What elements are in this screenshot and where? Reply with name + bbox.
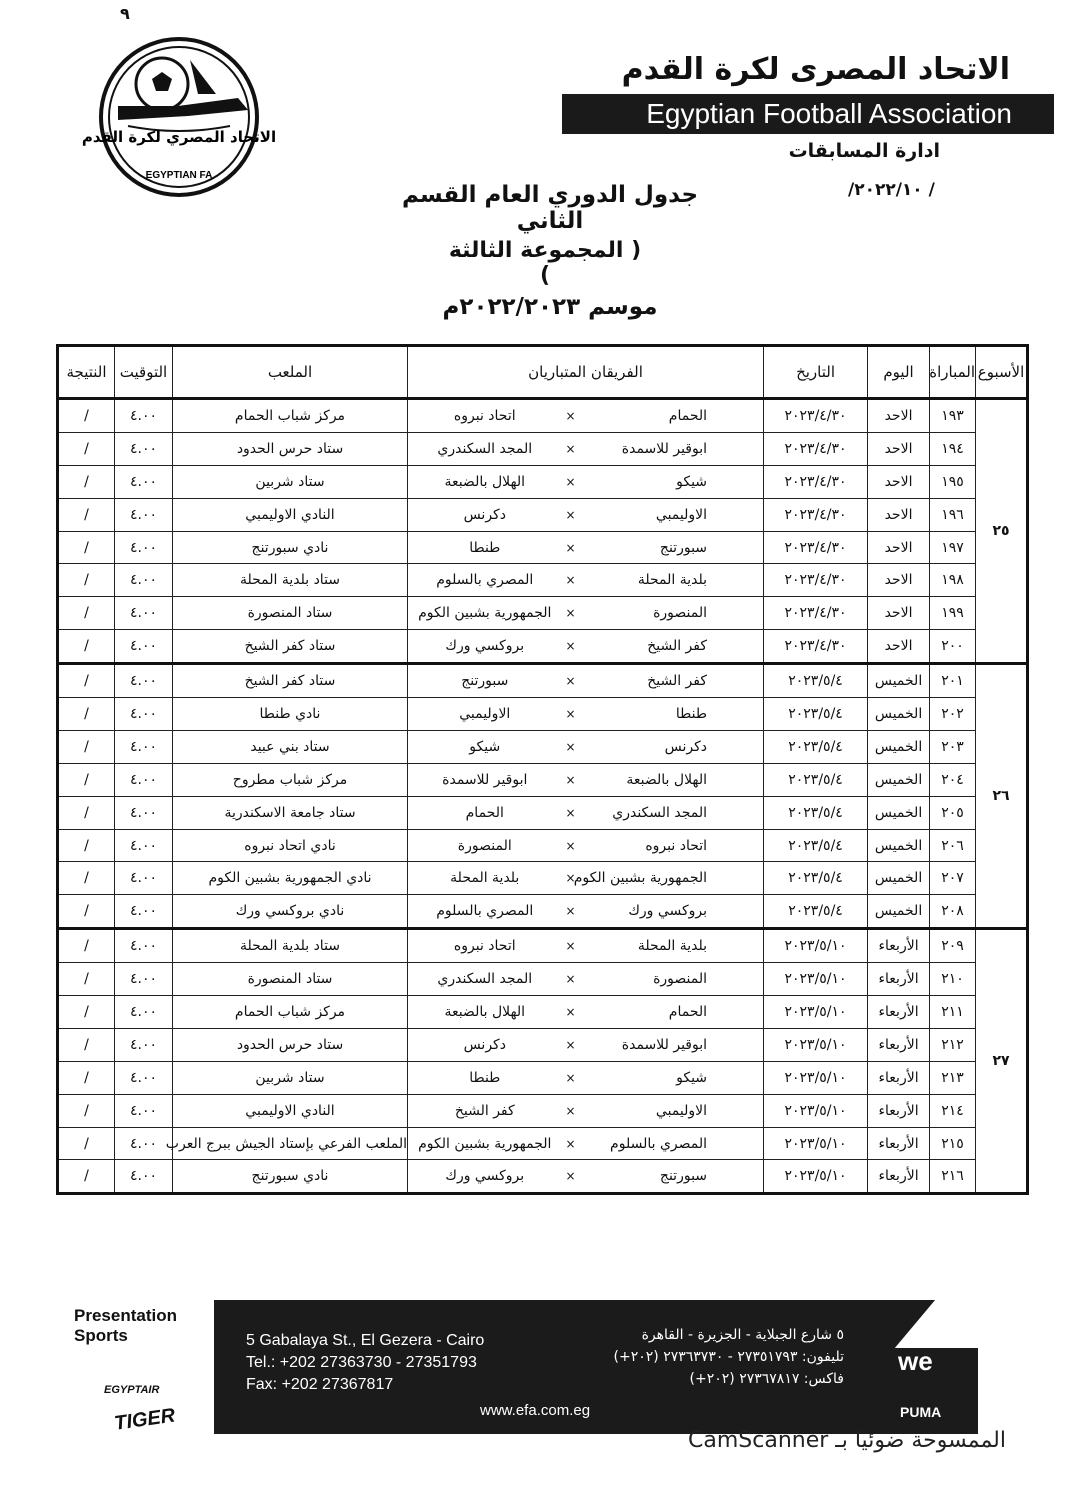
match-result: / bbox=[58, 862, 115, 895]
match-number: ٢٠٤ bbox=[930, 763, 976, 796]
away-team: المصري بالسلوم bbox=[408, 564, 562, 597]
match-date: ٢٠٢٣/٥/٤ bbox=[764, 698, 868, 731]
match-day: الاحد bbox=[868, 564, 930, 597]
vs-symbol: × bbox=[562, 465, 580, 498]
vs-symbol: × bbox=[562, 1127, 580, 1160]
match-result: / bbox=[58, 895, 115, 929]
home-team: شيكو bbox=[580, 465, 764, 498]
away-team: ابوقير للاسمدة bbox=[408, 763, 562, 796]
match-number: ٢١٣ bbox=[930, 1061, 976, 1094]
match-date: ٢٠٢٣/٤/٣٠ bbox=[764, 465, 868, 498]
sponsor-egyptair: EGYPTAIR bbox=[104, 1384, 160, 1396]
match-date: ٢٠٢٣/٥/١٠ bbox=[764, 996, 868, 1029]
match-result: / bbox=[58, 929, 115, 963]
kickoff-time: ٤.٠٠ bbox=[115, 730, 173, 763]
home-team: المنصورة bbox=[580, 963, 764, 996]
stadium: نادي بروكسي ورك bbox=[173, 895, 408, 929]
match-number: ٢٠٩ bbox=[930, 929, 976, 963]
kickoff-time: ٤.٠٠ bbox=[115, 796, 173, 829]
match-result: / bbox=[58, 1028, 115, 1061]
home-team: الجمهورية بشبين الكوم bbox=[580, 862, 764, 895]
match-result: / bbox=[58, 531, 115, 564]
home-team: الاوليمبي bbox=[580, 498, 764, 531]
vs-symbol: × bbox=[562, 399, 580, 433]
table-row bbox=[58, 829, 1028, 862]
website-link[interactable]: www.efa.com.eg bbox=[480, 1402, 591, 1419]
away-team: شيكو bbox=[408, 730, 562, 763]
stadium: النادي الاوليمبي bbox=[173, 498, 408, 531]
kickoff-time: ٤.٠٠ bbox=[115, 963, 173, 996]
match-day: الخميس bbox=[868, 895, 930, 929]
match-date: ٢٠٢٣/٤/٣٠ bbox=[764, 597, 868, 630]
vs-symbol: × bbox=[562, 564, 580, 597]
away-team: الحمام bbox=[408, 796, 562, 829]
vs-symbol: × bbox=[562, 730, 580, 763]
page-number: ٩ bbox=[120, 4, 130, 23]
match-result: / bbox=[58, 1061, 115, 1094]
match-day: الخميس bbox=[868, 664, 930, 698]
match-result: / bbox=[58, 829, 115, 862]
match-number: ٢١٠ bbox=[930, 963, 976, 996]
match-number: ٢٠٣ bbox=[930, 730, 976, 763]
match-day: الخميس bbox=[868, 862, 930, 895]
match-result: / bbox=[58, 630, 115, 664]
away-team: المصري بالسلوم bbox=[408, 895, 562, 929]
match-result: / bbox=[58, 597, 115, 630]
week-number: ٢٧ bbox=[976, 929, 1028, 1194]
table-row bbox=[58, 1028, 1028, 1061]
camscanner-watermark: الممسوحة ضوئيا بـ CamScanner bbox=[688, 1428, 1006, 1453]
kickoff-time: ٤.٠٠ bbox=[115, 1061, 173, 1094]
match-date: ٢٠٢٣/٥/٤ bbox=[764, 895, 868, 929]
association-title-ar: الاتحاد المصرى لكرة القدم bbox=[621, 52, 1010, 87]
vs-symbol: × bbox=[562, 996, 580, 1029]
stadium: ستاد بلدية المحلة bbox=[173, 564, 408, 597]
kickoff-time: ٤.٠٠ bbox=[115, 929, 173, 963]
home-team: طنطا bbox=[580, 698, 764, 731]
header-day: اليوم bbox=[868, 346, 930, 399]
sponsor-presentation: Presentation Sports bbox=[74, 1306, 177, 1345]
schedule-title: جدول الدوري العام القسم الثاني bbox=[401, 182, 699, 234]
table-row bbox=[58, 929, 1028, 963]
match-date: ٢٠٢٣/٥/٤ bbox=[764, 829, 868, 862]
week-number: ٢٦ bbox=[976, 664, 1028, 929]
match-result: / bbox=[58, 498, 115, 531]
away-team: المنصورة bbox=[408, 829, 562, 862]
home-team: سبورتنج bbox=[580, 531, 764, 564]
table-row bbox=[58, 465, 1028, 498]
vs-symbol: × bbox=[562, 432, 580, 465]
sponsor-we: we bbox=[898, 1346, 933, 1376]
kickoff-time: ٤.٠٠ bbox=[115, 862, 173, 895]
match-day: الأربعاء bbox=[868, 996, 930, 1029]
table-row bbox=[58, 963, 1028, 996]
kickoff-time: ٤.٠٠ bbox=[115, 664, 173, 698]
table-row bbox=[58, 432, 1028, 465]
away-team: الجمهورية بشبين الكوم bbox=[408, 597, 562, 630]
kickoff-time: ٤.٠٠ bbox=[115, 1028, 173, 1061]
vs-symbol: × bbox=[562, 895, 580, 929]
match-day: الاحد bbox=[868, 630, 930, 664]
stadium: ستاد المنصورة bbox=[173, 963, 408, 996]
kickoff-time: ٤.٠٠ bbox=[115, 698, 173, 731]
away-team: اتحاد نبروه bbox=[408, 929, 562, 963]
match-date: ٢٠٢٣/٥/٤ bbox=[764, 730, 868, 763]
match-number: ٢٠٥ bbox=[930, 796, 976, 829]
match-date: ٢٠٢٣/٤/٣٠ bbox=[764, 432, 868, 465]
table-row bbox=[58, 796, 1028, 829]
vs-symbol: × bbox=[562, 1028, 580, 1061]
header-date: التاريخ bbox=[764, 346, 868, 399]
match-day: الاحد bbox=[868, 432, 930, 465]
table-row bbox=[58, 1094, 1028, 1127]
match-number: ١٩٤ bbox=[930, 432, 976, 465]
stadium: ستاد بني عبيد bbox=[173, 730, 408, 763]
week-number: ٢٥ bbox=[976, 399, 1028, 664]
kickoff-time: ٤.٠٠ bbox=[115, 829, 173, 862]
away-team: المجد السكندري bbox=[408, 432, 562, 465]
match-day: الأربعاء bbox=[868, 1094, 930, 1127]
away-team: الاوليمبي bbox=[408, 698, 562, 731]
match-number: ١٩٥ bbox=[930, 465, 976, 498]
header-week: الأسبوع bbox=[976, 346, 1028, 399]
table-row bbox=[58, 399, 1028, 433]
vs-symbol: × bbox=[562, 698, 580, 731]
association-title-en: Egyptian Football Association bbox=[562, 94, 1054, 134]
match-date: ٢٠٢٣/٥/١٠ bbox=[764, 1094, 868, 1127]
match-day: الأربعاء bbox=[868, 929, 930, 963]
stadium: ستاد كفر الشيخ bbox=[173, 664, 408, 698]
table-row bbox=[58, 1061, 1028, 1094]
kickoff-time: ٤.٠٠ bbox=[115, 996, 173, 1029]
address-en: 5 Gabalaya St., El Gezera - Cairo Tel.: +202 27363730 - 27351793 Fax: +202 27367817 bbox=[246, 1332, 485, 1393]
match-number: ١٩٧ bbox=[930, 531, 976, 564]
match-day: الأربعاء bbox=[868, 963, 930, 996]
vs-symbol: × bbox=[562, 1094, 580, 1127]
home-team: بلدية المحلة bbox=[580, 929, 764, 963]
kickoff-time: ٤.٠٠ bbox=[115, 399, 173, 433]
match-result: / bbox=[58, 1127, 115, 1160]
away-team: الجمهورية بشبين الكوم bbox=[408, 1127, 562, 1160]
away-team: بروكسي ورك bbox=[408, 630, 562, 664]
match-number: ١٩٣ bbox=[930, 399, 976, 433]
table-row bbox=[58, 564, 1028, 597]
table-row bbox=[58, 630, 1028, 664]
kickoff-time: ٤.٠٠ bbox=[115, 465, 173, 498]
vs-symbol: × bbox=[562, 1160, 580, 1194]
group-title: ( المجموعة الثالثة ) bbox=[448, 238, 642, 288]
match-number: ٢٠١ bbox=[930, 664, 976, 698]
home-team: الحمام bbox=[580, 996, 764, 1029]
match-day: الخميس bbox=[868, 796, 930, 829]
stadium: الملعب الفرعي بإستاد الجيش ببرج العرب bbox=[173, 1127, 408, 1160]
kickoff-time: ٤.٠٠ bbox=[115, 1127, 173, 1160]
vs-symbol: × bbox=[562, 929, 580, 963]
match-date: ٢٠٢٣/٤/٣٠ bbox=[764, 630, 868, 664]
match-date: ٢٠٢٣/٤/٣٠ bbox=[764, 531, 868, 564]
match-day: الاحد bbox=[868, 531, 930, 564]
match-day: الاحد bbox=[868, 498, 930, 531]
match-number: ٢٠٢ bbox=[930, 698, 976, 731]
match-day: الاحد bbox=[868, 465, 930, 498]
svg-text:الاتحاد المصري لكرة القدم: الاتحاد المصري لكرة القدم bbox=[81, 128, 277, 146]
header-result: النتيجة bbox=[58, 346, 115, 399]
match-result: / bbox=[58, 465, 115, 498]
match-date: ٢٠٢٣/٥/١٠ bbox=[764, 963, 868, 996]
table-row bbox=[58, 763, 1028, 796]
table-row bbox=[58, 862, 1028, 895]
match-date: ٢٠٢٣/٤/٣٠ bbox=[764, 564, 868, 597]
away-team: بلدية المحلة bbox=[408, 862, 562, 895]
stadium: نادي سبورتنج bbox=[173, 1160, 408, 1194]
away-team: دكرنس bbox=[408, 1028, 562, 1061]
stadium: ستاد حرس الحدود bbox=[173, 1028, 408, 1061]
season-title: موسم ٢٠٢٢/٢٠٢٣م bbox=[442, 294, 658, 320]
vs-symbol: × bbox=[562, 630, 580, 664]
vs-symbol: × bbox=[562, 597, 580, 630]
match-day: الاحد bbox=[868, 597, 930, 630]
table-row bbox=[58, 730, 1028, 763]
home-team: دكرنس bbox=[580, 730, 764, 763]
table-row bbox=[58, 597, 1028, 630]
header-match: المباراة bbox=[930, 346, 976, 399]
match-day: الأربعاء bbox=[868, 1028, 930, 1061]
away-team: سبورتنج bbox=[408, 664, 562, 698]
match-number: ١٩٦ bbox=[930, 498, 976, 531]
match-number: ٢٠٨ bbox=[930, 895, 976, 929]
kickoff-time: ٤.٠٠ bbox=[115, 432, 173, 465]
match-date: ٢٠٢٣/٥/٤ bbox=[764, 664, 868, 698]
away-team: طنطا bbox=[408, 1061, 562, 1094]
home-team: المنصورة bbox=[580, 597, 764, 630]
home-team: كفر الشيخ bbox=[580, 630, 764, 664]
sponsor-tiger: TIGER bbox=[112, 1404, 177, 1435]
stadium: ستاد كفر الشيخ bbox=[173, 630, 408, 664]
match-result: / bbox=[58, 1094, 115, 1127]
home-team: الاوليمبي bbox=[580, 1094, 764, 1127]
vs-symbol: × bbox=[562, 763, 580, 796]
away-team: اتحاد نبروه bbox=[408, 399, 562, 433]
away-team: الهلال بالضبعة bbox=[408, 465, 562, 498]
stadium: نادي سبورتنج bbox=[173, 531, 408, 564]
svg-text:EGYPTIAN FA: EGYPTIAN FA bbox=[145, 170, 213, 181]
match-result: / bbox=[58, 698, 115, 731]
vs-symbol: × bbox=[562, 664, 580, 698]
kickoff-time: ٤.٠٠ bbox=[115, 1160, 173, 1194]
match-day: الأربعاء bbox=[868, 1127, 930, 1160]
home-team: المصري بالسلوم bbox=[580, 1127, 764, 1160]
vs-symbol: × bbox=[562, 829, 580, 862]
header-stadium: الملعب bbox=[173, 346, 408, 399]
match-number: ٢١٢ bbox=[930, 1028, 976, 1061]
home-team: ابوقير للاسمدة bbox=[580, 432, 764, 465]
match-result: / bbox=[58, 996, 115, 1029]
stadium: ستاد شربين bbox=[173, 465, 408, 498]
table-row bbox=[58, 664, 1028, 698]
table-header-row bbox=[58, 346, 1028, 399]
home-team: اتحاد نبروه bbox=[580, 829, 764, 862]
home-team: بلدية المحلة bbox=[580, 564, 764, 597]
stadium: مركز شباب الحمام bbox=[173, 399, 408, 433]
match-result: / bbox=[58, 432, 115, 465]
match-result: / bbox=[58, 564, 115, 597]
table-row bbox=[58, 996, 1028, 1029]
away-team: دكرنس bbox=[408, 498, 562, 531]
department: ادارة المسابقات bbox=[788, 140, 940, 162]
home-team: بروكسي ورك bbox=[580, 895, 764, 929]
match-result: / bbox=[58, 796, 115, 829]
table-row bbox=[58, 498, 1028, 531]
stadium: مركز شباب الحمام bbox=[173, 996, 408, 1029]
stadium: ستاد شربين bbox=[173, 1061, 408, 1094]
match-number: ١٩٨ bbox=[930, 564, 976, 597]
sponsor-puma: PUMA bbox=[900, 1404, 942, 1420]
table-row bbox=[58, 1127, 1028, 1160]
kickoff-time: ٤.٠٠ bbox=[115, 498, 173, 531]
vs-symbol: × bbox=[562, 862, 580, 895]
match-date: ٢٠٢٣/٥/٤ bbox=[764, 796, 868, 829]
match-result: / bbox=[58, 1160, 115, 1194]
match-date: ٢٠٢٣/٤/٣٠ bbox=[764, 399, 868, 433]
match-date: ٢٠٢٣/٥/١٠ bbox=[764, 1028, 868, 1061]
stadium: ستاد المنصورة bbox=[173, 597, 408, 630]
kickoff-time: ٤.٠٠ bbox=[115, 564, 173, 597]
stadium: ستاد جامعة الاسكندرية bbox=[173, 796, 408, 829]
kickoff-time: ٤.٠٠ bbox=[115, 597, 173, 630]
vs-symbol: × bbox=[562, 498, 580, 531]
kickoff-time: ٤.٠٠ bbox=[115, 895, 173, 929]
match-date: ٢٠٢٣/٥/١٠ bbox=[764, 929, 868, 963]
away-team: كفر الشيخ bbox=[408, 1094, 562, 1127]
match-result: / bbox=[58, 963, 115, 996]
table-row bbox=[58, 531, 1028, 564]
match-number: ٢١٦ bbox=[930, 1160, 976, 1194]
away-team: بروكسي ورك bbox=[408, 1160, 562, 1194]
home-team: ابوقير للاسمدة bbox=[580, 1028, 764, 1061]
document-date: / ٢٠٢٢/١٠/ bbox=[848, 180, 935, 200]
match-number: ٢٠٠ bbox=[930, 630, 976, 664]
match-number: ٢١٤ bbox=[930, 1094, 976, 1127]
match-result: / bbox=[58, 664, 115, 698]
match-number: ٢٠٦ bbox=[930, 829, 976, 862]
match-result: / bbox=[58, 763, 115, 796]
stadium: نادي الجمهورية بشبين الكوم bbox=[173, 862, 408, 895]
home-team: شيكو bbox=[580, 1061, 764, 1094]
match-result: / bbox=[58, 399, 115, 433]
away-team: طنطا bbox=[408, 531, 562, 564]
table-row bbox=[58, 895, 1028, 929]
kickoff-time: ٤.٠٠ bbox=[115, 1094, 173, 1127]
match-day: الأربعاء bbox=[868, 1160, 930, 1194]
match-day: الخميس bbox=[868, 730, 930, 763]
home-team: الهلال بالضبعة bbox=[580, 763, 764, 796]
match-date: ٢٠٢٣/٥/١٠ bbox=[764, 1061, 868, 1094]
table-row bbox=[58, 1160, 1028, 1194]
match-date: ٢٠٢٣/٥/١٠ bbox=[764, 1127, 868, 1160]
match-number: ٢١٥ bbox=[930, 1127, 976, 1160]
schedule-table bbox=[56, 344, 1029, 1195]
table-row bbox=[58, 698, 1028, 731]
home-team: المجد السكندري bbox=[580, 796, 764, 829]
stadium: مركز شباب مطروح bbox=[173, 763, 408, 796]
header-teams: الفريقان المتباريان bbox=[408, 346, 764, 399]
match-date: ٢٠٢٣/٤/٣٠ bbox=[764, 498, 868, 531]
vs-symbol: × bbox=[562, 796, 580, 829]
away-team: المجد السكندري bbox=[408, 963, 562, 996]
home-team: الحمام bbox=[580, 399, 764, 433]
vs-symbol: × bbox=[562, 1061, 580, 1094]
address-ar: ٥ شارع الجبلاية - الجزيرة - القاهرة تليفون: ٢٧٣٥١٧٩٣ - ٢٧٣٦٣٧٣٠ (٢٠٢+) فاكس: ٢٧٣٦٧٨١٧ (٢٠٢+) bbox=[613, 1327, 844, 1387]
efa-logo bbox=[81, 36, 277, 198]
match-day: الاحد bbox=[868, 399, 930, 433]
match-date: ٢٠٢٣/٥/١٠ bbox=[764, 1160, 868, 1194]
match-day: الخميس bbox=[868, 698, 930, 731]
match-result: / bbox=[58, 730, 115, 763]
vs-symbol: × bbox=[562, 531, 580, 564]
kickoff-time: ٤.٠٠ bbox=[115, 630, 173, 664]
match-date: ٢٠٢٣/٥/٤ bbox=[764, 862, 868, 895]
header-time: التوقيت bbox=[115, 346, 173, 399]
stadium: ستاد حرس الحدود bbox=[173, 432, 408, 465]
match-date: ٢٠٢٣/٥/٤ bbox=[764, 763, 868, 796]
match-number: ٢١١ bbox=[930, 996, 976, 1029]
stadium: نادي طنطا bbox=[173, 698, 408, 731]
match-number: ١٩٩ bbox=[930, 597, 976, 630]
stadium: نادي اتحاد نبروه bbox=[173, 829, 408, 862]
away-team: الهلال بالضبعة bbox=[408, 996, 562, 1029]
vs-symbol: × bbox=[562, 963, 580, 996]
footer-corner bbox=[895, 1288, 1065, 1348]
match-number: ٢٠٧ bbox=[930, 862, 976, 895]
stadium: النادي الاوليمبي bbox=[173, 1094, 408, 1127]
sponsor-logos bbox=[74, 1300, 214, 1434]
kickoff-time: ٤.٠٠ bbox=[115, 763, 173, 796]
home-team: كفر الشيخ bbox=[580, 664, 764, 698]
stadium: ستاد بلدية المحلة bbox=[173, 929, 408, 963]
match-day: الخميس bbox=[868, 763, 930, 796]
match-day: الأربعاء bbox=[868, 1061, 930, 1094]
kickoff-time: ٤.٠٠ bbox=[115, 531, 173, 564]
home-team: سبورتنج bbox=[580, 1160, 764, 1194]
match-day: الخميس bbox=[868, 829, 930, 862]
